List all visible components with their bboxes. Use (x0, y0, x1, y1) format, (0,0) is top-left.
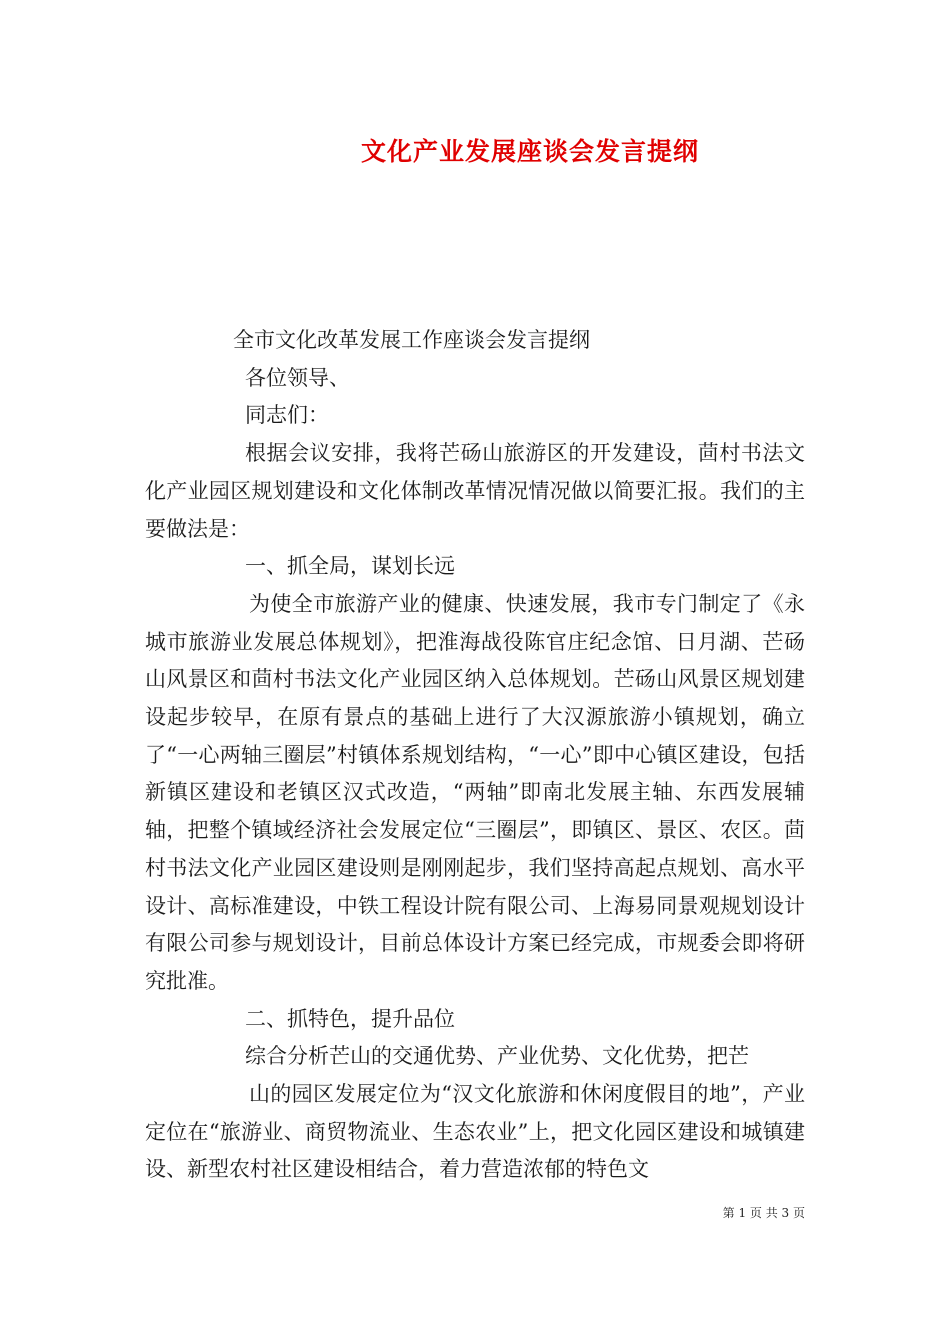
salutation-comrades: 同志们： (245, 403, 329, 428)
section-1-paragraph: 为使全市旅游产业的健康、快速发展，我市专门制定了《永城市旅游业发展总体规划》，把淮海战役陈官庄纪念馆、日月湖、芒砀山风景区和茴村书法文化产业园区纳入总体规划。芒砀山风景区规划建设起步较早，在原有景点的基础上进行了大汉源旅游小镇规划，确立了“一心两轴三圈层”村镇体系规划结构，“一心”即中心镇区建设，包括新镇区建设和老镇区汉式改造，“两轴”即南北发展主轴、东西发展辅轴，把整个镇域经济社会发展定位“三圈层”，即镇区、景区、农区。茴村书法文化产业园区建设则是刚刚起步，我们坚持高起点规划、高水平设计、高标准建设，中铁工程设计院有限公司、上海易同景观规划设计有限公司参与规划设计，目前总体设计方案已经完成，市规委会即将研究批准。 (145, 591, 805, 993)
section-2-heading: 二、抓特色，提升品位 (245, 1006, 455, 1031)
section-2-first-line: 综合分析芒山的交通优势、产业优势、文化优势，把芒 (245, 1044, 749, 1069)
salutation-leaders: 各位领导、 (245, 365, 350, 390)
document-title: 文化产业发展座谈会发言提纲 (360, 137, 699, 166)
page-number-footer: 第 1 页 共 3 页 (722, 1206, 805, 1220)
section-1-heading: 一、抓全局，谋划长远 (245, 554, 455, 579)
document-body (145, 322, 805, 1189)
subtitle-paragraph: 全市文化改革发展工作座谈会发言提纲 (233, 328, 590, 352)
intro-paragraph: 根据会议安排，我将芒砀山旅游区的开发建设，茴村书法文化产业园区规划建设和文化体制改革情况情况做以简要汇报。我们的主要做法是： (145, 441, 805, 541)
section-2-paragraph: 山的园区发展定位为“汉文化旅游和休闲度假目的地”，产业定位在“旅游业、商贸物流业、生态农业”上，把文化园区建设和城镇建设、新型农村社区建设相结合，着力营造浓郁的特色文 (145, 1082, 805, 1182)
